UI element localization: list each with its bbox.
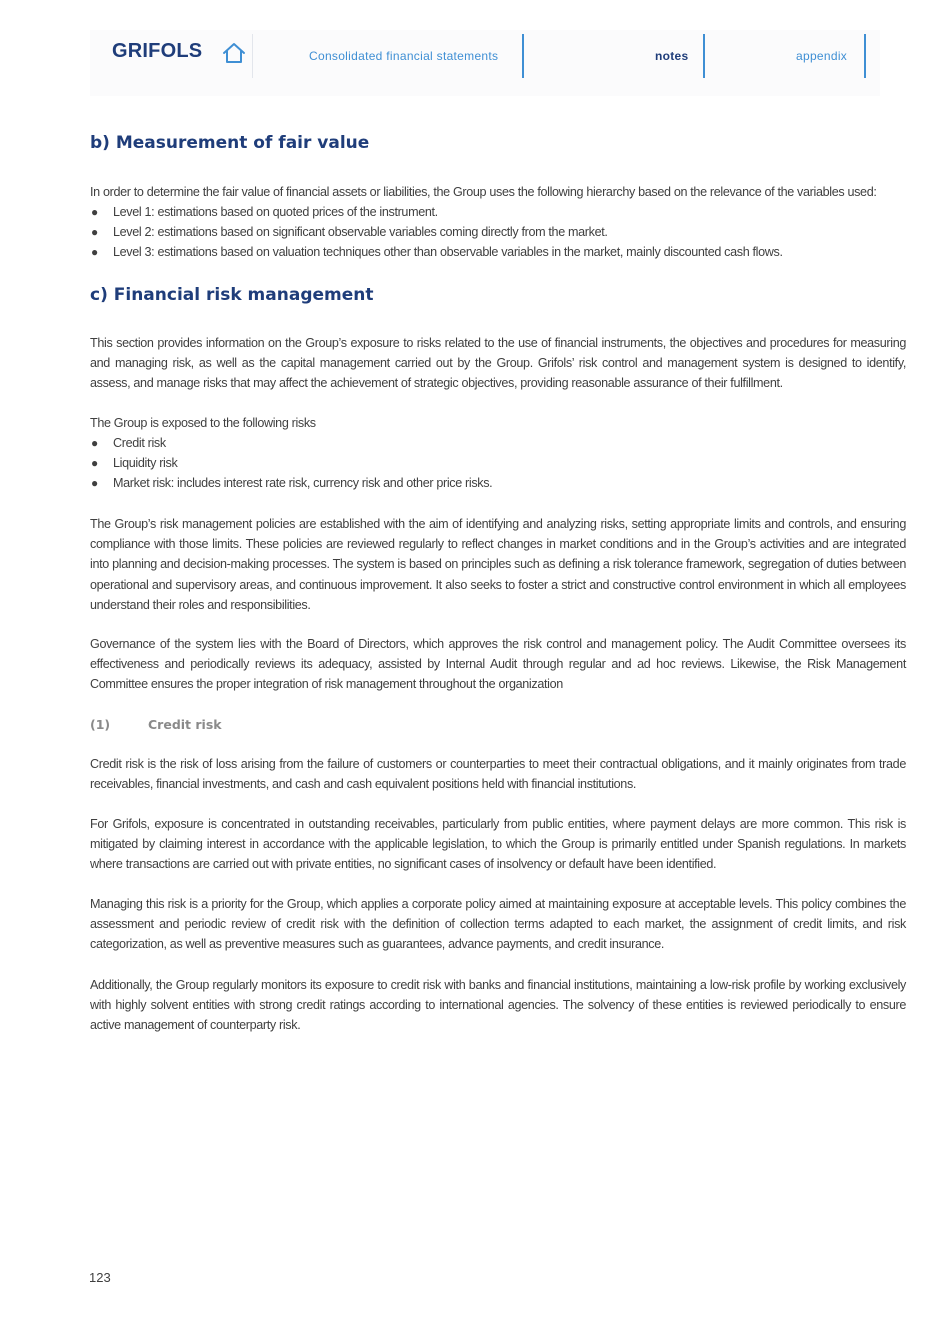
list-item: ● Level 1: estimations based on quoted prices of the instrument. (91, 205, 438, 219)
governance-paragraph: Governance of the system lies with the Board of Directors, which approves the risk control and management policy. The Audit Committee oversees its effectiveness and periodically reviews its adequacy, assisted by Internal Audit through regular and ad hoc reviews. Likewise, the Risk Management Committee ensures the proper integration of risk management throughout the organization (90, 637, 906, 692)
financial-risk-paragraph: This section provides information on the Group’s exposure to risks related to the use of financial instruments, the objectives and procedures for measuring and managing risk, as well as the capital management carried out by the Group. Grifols’ risk control and management system is designed to identify, assess, and manage risks that may affect the achievement of strategic objectives, providing reasonable assurance of their fulfillment. (90, 336, 906, 391)
nav-consolidated-financial-statements[interactable]: Consolidated financial statements (309, 49, 499, 63)
home-icon[interactable] (222, 42, 246, 64)
credit-risk-banks-paragraph: Additionally, the Group regularly monitors its exposure to credit risk with banks and financial institutions, maintaining a low-risk profile by working exclusively with highly solvent entities with strong credit ratings according to international agencies. The solvency of these entities is reviewed periodically to ensure active management of counterparty risk. (90, 978, 906, 1033)
credit-risk-management-paragraph: Managing this risk is a priority for the Group, which applies a corporate policy aimed at maintaining exposure at acceptable levels. This policy combines the assessment and periodic review of credit risk with the definition of collection terms adapted to each market, the assignment of credit limits, and risk categorization, as well as preventive measures such as guarantees, advance payments, and credit insurance. (90, 897, 906, 952)
header-divider (252, 34, 253, 78)
list-item: ● Credit risk (91, 436, 166, 450)
risks-intro: The Group is exposed to the following risks (90, 416, 316, 430)
section-heading-fair-value: b) Measurement of fair value (90, 133, 370, 153)
grifols-logo[interactable]: GRIFOLS (112, 40, 203, 62)
nav-divider (864, 34, 866, 78)
credit-risk-definition-paragraph: Credit risk is the risk of loss arising from the failure of customers or counterparties to meet their contractual obligations, and it mainly originates from trade receivables, financial investments, and cash and cash equivalent positions held with financial institutions. (90, 757, 906, 792)
section-heading-financial-risk: c) Financial risk management (90, 285, 374, 305)
list-item: ● Market risk: includes interest rate risk, currency risk and other price risks. (91, 476, 493, 490)
nav-divider (522, 34, 524, 78)
subsection-number: (1) (90, 717, 111, 732)
page-number: 123 (89, 1270, 111, 1285)
header-bar (90, 30, 880, 96)
risk-types-list (90, 433, 906, 493)
risk-policies-paragraph: The Group’s risk management policies are established with the aim of identifying and analyzing risks, setting appropriate limits and controls, and ensuring compliance with those limits. These policies are reviewed regularly to reflect changes in market conditions and in the Group’s activities and are integrated into planning and decision-making processes. The system is based on principles such as defining a risk tolerance framework, segregation of duties between operational and supervisory areas, and continuous improvement. It also seeks to foster a strict and constructive control environment in which all employees understand their roles and responsibilities. (90, 517, 906, 612)
subsection-title-credit-risk: Credit risk (148, 717, 222, 732)
fair-value-hierarchy-list (90, 202, 906, 262)
fair-value-intro: In order to determine the fair value of financial assets or liabilities, the Group uses the following hierarchy based on the relevance of the variables used: (90, 185, 877, 199)
list-item: ● Level 2: estimations based on significant observable variables coming directly from the market. (91, 225, 608, 239)
list-item: ● Liquidity risk (91, 456, 178, 470)
credit-risk-exposure-paragraph: For Grifols, exposure is concentrated in outstanding receivables, particularly from public entities, where payment delays are more common. This risk is mitigated by claiming interest in accordance with the applicable legislation, to which the Group is primarily entitled under Spanish regulations. In markets where transactions are carried out with private entities, no significant cases of insolvency or default have been identified. (90, 817, 906, 872)
nav-notes[interactable]: notes (655, 49, 689, 63)
nav-appendix[interactable]: appendix (796, 49, 848, 63)
list-item: ● Level 3: estimations based on valuation techniques other than observable variables in the market, mainly discounted cash flows. (91, 245, 783, 259)
nav-divider (703, 34, 705, 78)
